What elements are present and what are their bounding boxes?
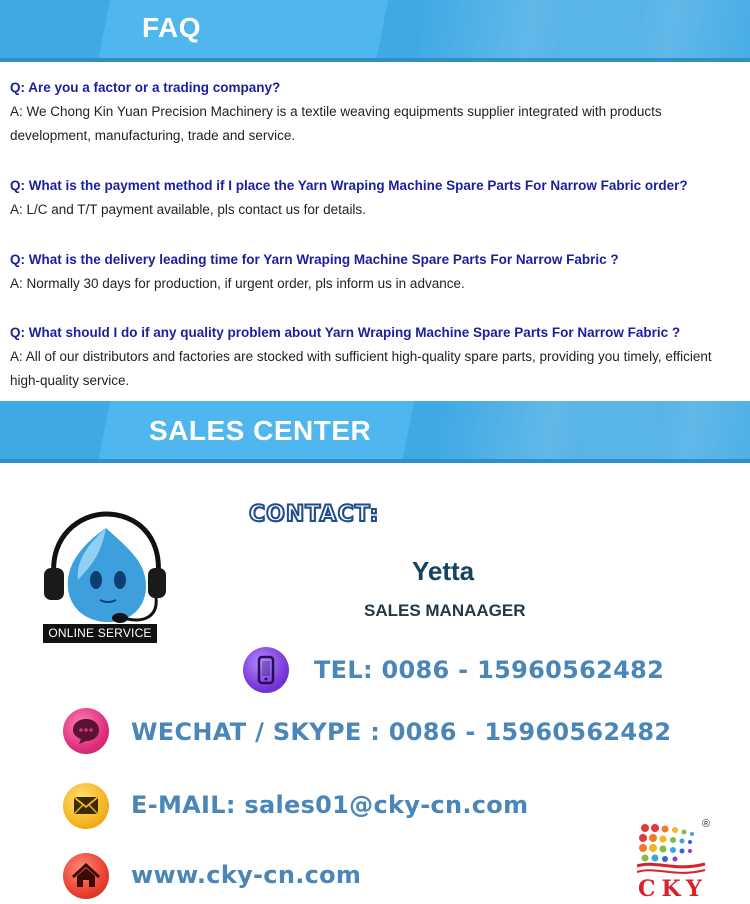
contact-name: Yetta [412, 556, 475, 586]
faq-question: Q: Are you a factor or a trading company? [10, 80, 281, 95]
phone-icon [243, 647, 289, 693]
website-link[interactable]: www.cky-cn.com [131, 861, 362, 889]
faq-item [10, 248, 740, 296]
faq-answer: A: We Chong Kin Yuan Precision Machinery is a textile weaving equipments supplier integrated with products development, manufacturing, trade and service. [10, 104, 662, 143]
contact-heading: CONTACT: [249, 502, 380, 527]
faq-question: Q: What is the delivery leading time for Yarn Wraping Machine Spare Parts For Narrow Fabric ? [10, 252, 619, 267]
faq-answer: A: L/C and T/T payment available, pls contact us for details. [10, 202, 366, 217]
faq-banner [0, 0, 750, 62]
email-text[interactable]: E-MAIL: sales01@cky-cn.com [131, 791, 529, 819]
faq-answer: A: All of our distributors and factories are stocked with sufficient high-quality spare parts, providing you timely, efficient high-quality service. [10, 349, 712, 388]
chat-icon [63, 708, 109, 754]
sales-center-banner [0, 401, 750, 463]
cky-logo-text: CKY [638, 876, 708, 902]
faq-question: Q: What is the payment method if I place the Yarn Wraping Machine Spare Parts For Narrow Fabric order? [10, 178, 688, 193]
wechat-skype-text[interactable]: WECHAT / SKYPE : 0086 - 15960562482 [131, 718, 672, 746]
registered-mark: ® [702, 818, 711, 830]
contact-role: SALES MANAAGER [364, 601, 526, 620]
envelope-icon [63, 783, 109, 829]
faq-question: Q: What should I do if any quality problem about Yarn Wraping Machine Spare Parts For Narrow Fabric ? [10, 325, 681, 340]
sales-center-title: SALES CENTER [149, 415, 372, 446]
faq-item [10, 321, 740, 393]
faq-item [10, 174, 740, 222]
faq-item [10, 76, 740, 148]
faq-answer: A: Normally 30 days for production, if urgent order, pls inform us in advance. [10, 276, 465, 291]
telephone-text[interactable]: TEL: 0086 - 15960562482 [314, 656, 665, 684]
home-icon [63, 853, 109, 899]
faq-title: FAQ [142, 12, 202, 43]
online-service-label: ONLINE SERVICE [43, 624, 157, 643]
